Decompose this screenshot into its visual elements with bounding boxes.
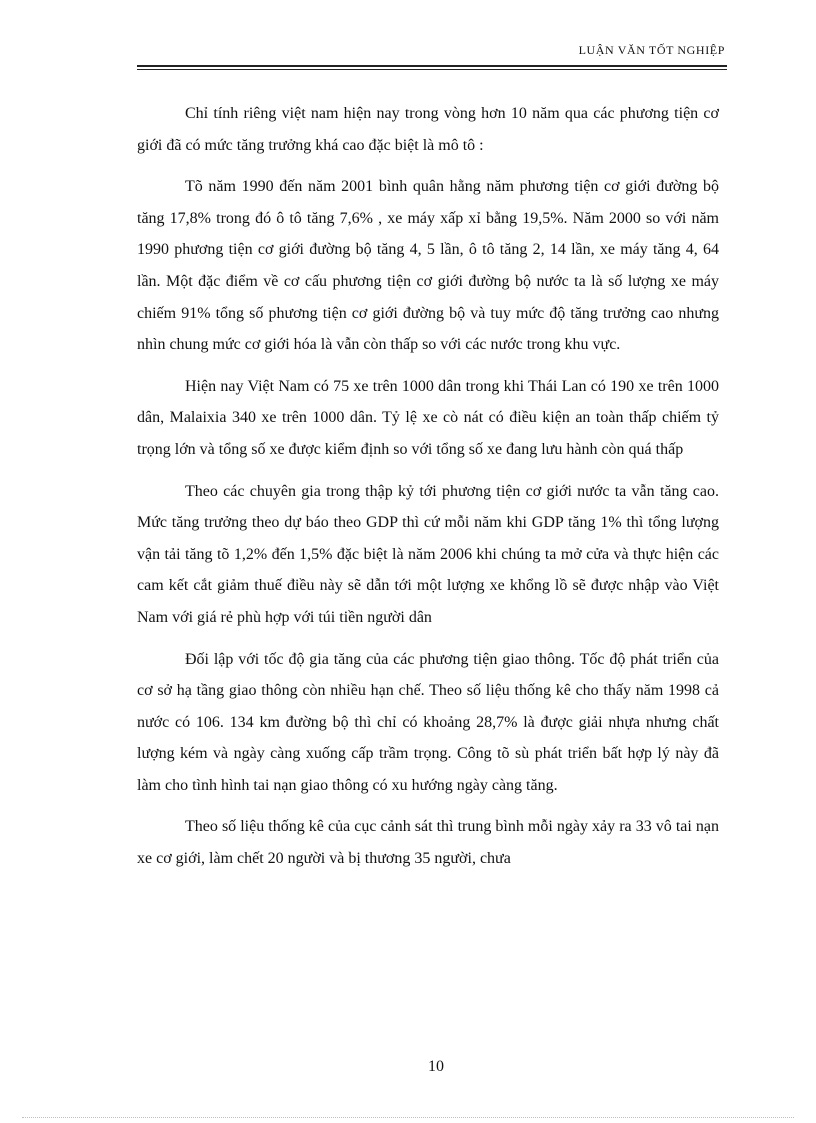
header-rule-thick xyxy=(137,65,727,67)
paragraph-3: Hiện nay Việt Nam có 75 xe trên 1000 dân trong khi Thái Lan có 190 xe trên 1000 dân, Malaixia 340 xe trên 1000 dân. Tỷ lệ xe cò nát có điều kiện an toàn thấp chiếm tỷ trọng lớn và tổng số xe được kiểm định so với tổng số xe đang lưu hành còn quá thấp xyxy=(137,377,719,458)
body-text xyxy=(137,98,719,885)
paragraph-4: Theo các chuyên gia trong thập kỷ tới phương tiện cơ giới nước ta vẫn tăng cao. Mức tăng trưởng theo dự báo theo GDP thì cứ mỗi năm khi GDP tăng 1% thì tổng lượng vận tải tăng tõ 1,2% đến 1,5% đặc biệt là năm 2006 khi chúng ta mở cửa và thực hiện các cam kết cắt giảm thuế điều này sẽ dẫn tới một lượng xe khổng lồ sẽ được nhập vào Việt Nam với giá rẻ phù hợp với túi tiền người dân xyxy=(137,482,719,626)
paragraph-2: Tõ năm 1990 đến năm 2001 bình quân hằng năm phương tiện cơ giới đường bộ tăng 17,8% trong đó ô tô tăng 7,6% , xe máy xấp xỉ bằng 19,5%. Năm 2000 so với năm 1990 phương tiện cơ giới đường bộ tăng 4, 5 lần, ô tô tăng 2, 14 lần, xe máy tăng 4, 64 lần. Một đặc điểm về cơ cấu phương tiện cơ giới đường bộ nước ta là số lượng xe máy chiếm 91% tổng số phương tiện cơ giới đường bộ và tuy mức độ tăng trưởng cao nhưng nhìn chung mức cơ giới hóa là vẫn còn thấp so với các nước trong khu vực. xyxy=(137,178,719,354)
paragraph-6: Theo số liệu thống kê của cục cảnh sát thì trung bình mỗi ngày xảy ra 33 vô tai nạn xe cơ giới, làm chết 20 người và bị thương 35 người, chưa xyxy=(137,818,719,868)
page-header xyxy=(137,40,727,70)
paragraph-5: Đối lập với tốc độ gia tăng của các phương tiện giao thông. Tốc độ phát triển của cơ sở hạ tầng giao thông còn nhiều hạn chế. Theo số liệu thống kê cho thấy năm 1998 cả nước có 106. 134 km đường bộ thì chỉ có khoảng 28,7% là được giải nhựa nhưng chất lượng kém và ngày càng xuống cấp trầm trọng. Công tõ sù phát triển bất hợp lý này đã làm cho tình hình tai nạn giao thông có xu hướng ngày càng tăng. xyxy=(137,650,719,794)
page-bottom-border xyxy=(22,1117,794,1118)
header-rule-thin xyxy=(137,69,727,70)
page-number: 10 xyxy=(428,1058,444,1075)
header-title: LUẬN VĂN TỐT NGHIỆP xyxy=(578,43,725,57)
paragraph-1: Chỉ tính riêng việt nam hiện nay trong vòng hơn 10 năm qua các phương tiện cơ giới đã có mức tăng trưởng khá cao đặc biệt là mô tô : xyxy=(137,105,719,154)
